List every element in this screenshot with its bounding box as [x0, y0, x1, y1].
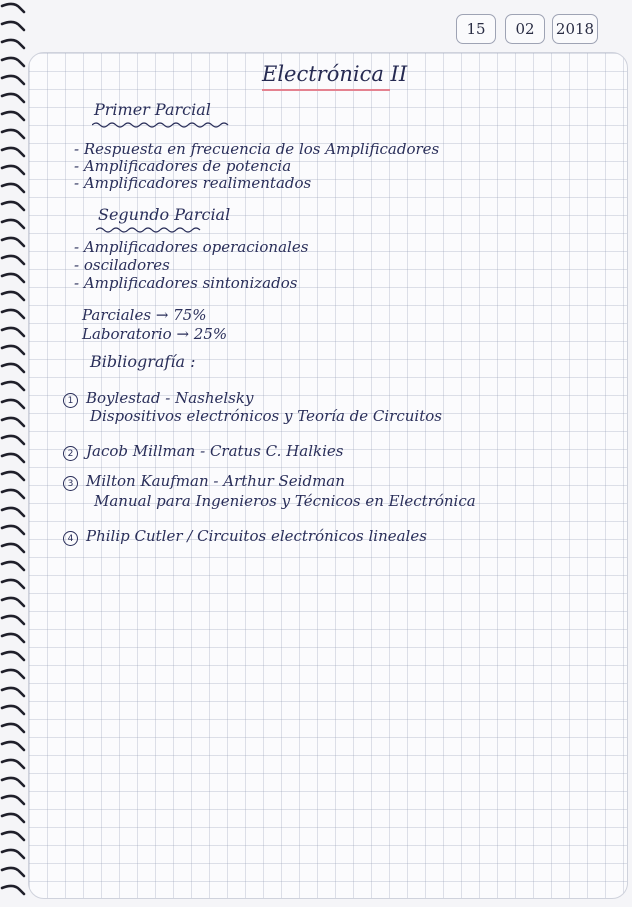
spiral-ring — [2, 346, 24, 354]
list-item: - Amplificadores operacionales — [74, 238, 309, 256]
spiral-ring — [2, 796, 24, 804]
spiral-ring — [2, 310, 24, 318]
spiral-ring — [2, 166, 24, 174]
bibliography-entry-title: Manual para Ingenieros y Técnicos en Electrónica — [94, 492, 476, 510]
heading-underline — [96, 226, 202, 234]
spiral-ring — [2, 544, 24, 552]
spiral-ring — [2, 220, 24, 228]
spiral-ring — [2, 418, 24, 426]
list-item: - Respuesta en frecuencia de los Amplificadores — [74, 140, 440, 158]
spiral-ring — [2, 706, 24, 714]
bibliography-entry-authors: Boylestad - Nashelsky — [86, 389, 254, 407]
spiral-ring — [2, 40, 24, 48]
spiral-ring — [2, 256, 24, 264]
entry-number: 3 — [63, 476, 78, 491]
spiral-ring — [2, 436, 24, 444]
spiral-ring — [2, 202, 24, 210]
page-title: Electrónica II — [262, 62, 408, 86]
spiral-ring — [2, 148, 24, 156]
spiral-ring — [2, 274, 24, 282]
spiral-ring — [2, 508, 24, 516]
heading-segundo-parcial: Segundo Parcial — [98, 205, 231, 224]
list-item: - Amplificadores de potencia — [74, 157, 292, 175]
date-month: 02 — [505, 14, 545, 44]
heading-primer-parcial: Primer Parcial — [94, 100, 211, 119]
list-item: - Amplificadores realimentados — [74, 174, 312, 192]
spiral-ring — [2, 76, 24, 84]
bibliography-entry-authors: Jacob Millman - Cratus C. Halkies — [86, 442, 344, 460]
entry-number: 4 — [63, 531, 78, 546]
spiral-ring — [2, 112, 24, 120]
date-day: 15 — [456, 14, 496, 44]
title-underline — [262, 89, 390, 91]
spiral-ring — [2, 868, 24, 876]
grading-laboratorio: Laboratorio → 25% — [82, 325, 228, 343]
spiral-ring — [2, 382, 24, 390]
bibliography-heading: Bibliografía : — [90, 352, 196, 371]
spiral-ring — [2, 4, 24, 12]
spiral-ring — [2, 22, 24, 30]
heading-underline — [92, 121, 230, 129]
spiral-ring — [2, 850, 24, 858]
grading-parciales: Parciales → 75% — [82, 306, 207, 324]
spiral-ring — [2, 454, 24, 462]
spiral-ring — [2, 616, 24, 624]
spiral-ring — [2, 688, 24, 696]
spiral-ring — [2, 184, 24, 192]
spiral-ring — [2, 526, 24, 534]
entry-number: 1 — [63, 393, 78, 408]
spiral-ring — [2, 724, 24, 732]
spiral-ring — [2, 490, 24, 498]
spiral-ring — [2, 670, 24, 678]
spiral-ring — [2, 742, 24, 750]
spiral-ring — [2, 238, 24, 246]
date-year: 2018 — [552, 14, 598, 44]
entry-number: 2 — [63, 446, 78, 461]
spiral-ring — [2, 778, 24, 786]
spiral-ring — [2, 292, 24, 300]
spiral-ring — [2, 130, 24, 138]
spiral-ring — [2, 814, 24, 822]
spiral-ring — [2, 832, 24, 840]
spiral-ring — [2, 328, 24, 336]
spiral-ring — [2, 364, 24, 372]
spiral-ring — [2, 652, 24, 660]
spiral-binding — [0, 0, 26, 907]
spiral-ring — [2, 886, 24, 894]
list-item: - osciladores — [74, 256, 170, 274]
spiral-ring — [2, 634, 24, 642]
bibliography-entry-title: Dispositivos electrónicos y Teoría de Circuitos — [90, 407, 442, 425]
spiral-ring — [2, 58, 24, 66]
spiral-ring — [2, 598, 24, 606]
spiral-ring — [2, 562, 24, 570]
spiral-ring — [2, 94, 24, 102]
list-item: - Amplificadores sintonizados — [74, 274, 298, 292]
bibliography-entry-authors: Philip Cutler / Circuitos electrónicos lineales — [86, 527, 427, 545]
spiral-ring — [2, 472, 24, 480]
spiral-ring — [2, 580, 24, 588]
spiral-ring — [2, 400, 24, 408]
spiral-ring — [2, 760, 24, 768]
bibliography-entry-authors: Milton Kaufman - Arthur Seidman — [86, 472, 345, 490]
